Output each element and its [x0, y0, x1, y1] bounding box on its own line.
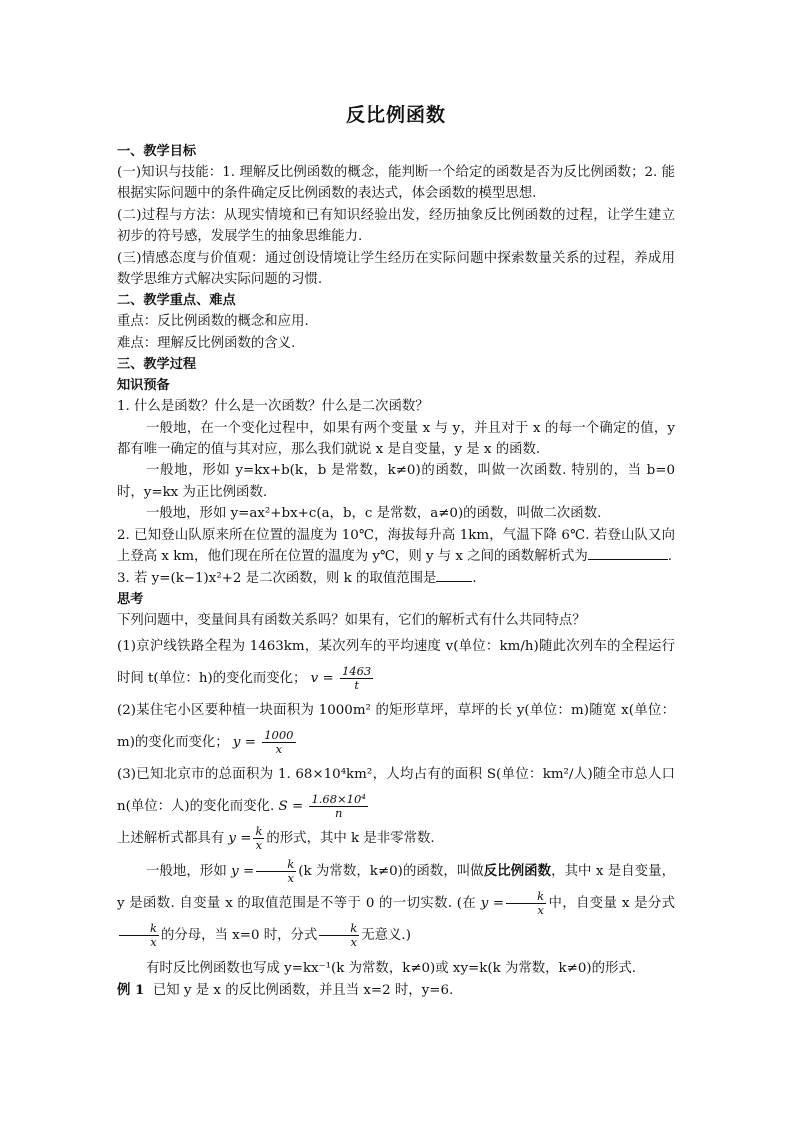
- example-1: [117, 980, 675, 1001]
- definition-text-f: 无意义.): [361, 928, 411, 944]
- definition-text-a: 一般地，形如: [146, 864, 227, 880]
- definition2-numerator: k: [506, 890, 546, 904]
- alternate-forms: 有时反比例函数也写成 y=kx⁻¹(k 为常数，k≠0)或 xy=k(k 为常数，k≠0)的形式.: [146, 961, 637, 977]
- summary-text-a: 上述解析式都具有: [117, 831, 225, 847]
- summary-denominator: x: [255, 838, 263, 853]
- answer-blank-3: [436, 569, 472, 582]
- formula-3-lhs: S =: [278, 799, 304, 815]
- paragraph-process-method: (二)过程与方法：从现实情境和已有知识经验出发，经历抽象反比例函数的过程，让学生建立初步的符号感，发展学生的抽象思维能力.: [117, 207, 675, 245]
- paragraph-attitude-values: (三)情感态度与价值观：通过创设情境让学生经历在实际问题中探索数量关系的过程，养成用数学思维方式解决实际问题的习惯.: [117, 250, 675, 288]
- question-3: 3. 若 y=(k−1)x²+2 是二次函数，则 k 的取值范围是 .: [117, 570, 477, 586]
- formula-3-numerator: 1.68×10⁴: [311, 792, 366, 807]
- formula-3-fraction: [309, 793, 368, 820]
- definition-formula-fraction: [256, 858, 296, 885]
- example-1-label: 例 1: [117, 981, 145, 998]
- thinking-summary: [117, 823, 675, 855]
- definition4-denominator: x: [350, 935, 358, 950]
- definition-term-bold: 反比例函数: [483, 863, 552, 880]
- definition-formula-lhs: y =: [231, 864, 255, 880]
- example-1-text: 已知 y 是 x 的反比例函数，并且当 x=2 时，y=6.: [152, 982, 454, 998]
- definition4-numerator: k: [319, 922, 359, 936]
- definition-formula2-fraction: [506, 890, 546, 917]
- section-heading-goals: 一、教学目标: [117, 144, 197, 159]
- thinking-item-2: [117, 695, 675, 759]
- definition2-denominator: x: [537, 903, 544, 918]
- definition-formula2-lhs: y =: [480, 896, 505, 912]
- formula-2-numerator: 1000: [264, 728, 294, 743]
- thinking-item-3: [117, 759, 675, 823]
- definition-text-d: 中，自变量 x 是分式: [548, 896, 676, 912]
- summary-formula-fraction: [253, 825, 264, 852]
- definition-numerator: k: [256, 858, 296, 872]
- formula-1-numerator: 1463: [341, 664, 372, 679]
- paragraph-key-point: 重点：反比例函数的概念和应用.: [117, 314, 309, 330]
- definition-denominator: x: [287, 871, 295, 886]
- summary-formula-lhs: y =: [228, 831, 252, 847]
- definition3-numerator: k: [119, 922, 159, 936]
- paragraph-difficult-point: 难点：理解反比例函数的含义.: [117, 335, 296, 351]
- question-2: 2. 已知登山队原来所在位置的温度为 10℃，海拔每升高 1km，气温下降 6℃. 若登山队又向上登高 x km，他们现在所在位置的温度为 y℃，则 y 与 x 之间的函数解析式为 .: [117, 527, 675, 565]
- thinking-item-1-text: (1)京沪线铁路全程为 1463km，某次列车的平均速度 v(单位：km/h)随此次列车的全程运行时间 t(单位：h)的变化而变化；: [117, 639, 675, 687]
- summary-numerator: k: [255, 824, 263, 839]
- answer-blank-2: [588, 547, 668, 560]
- formula-1-lhs: v =: [310, 671, 334, 687]
- question-2-text: 2. 已知登山队原来所在位置的温度为 10℃，海拔每升高 1km，气温下降 6℃. 若登山队又向上登高 x km，他们现在所在位置的温度为 y℃，则 y 与 x 之间的函数解析式为: [117, 527, 675, 565]
- formula-2-fraction: [262, 729, 295, 756]
- section-heading-process: 三、教学过程: [117, 357, 197, 373]
- formula-2-lhs: y =: [232, 735, 256, 751]
- paragraph-knowledge-skills: (一)知识与技能：1. 理解反比例函数的概念，能判断一个给定的函数是否为反比例函数；2. 能根据实际问题中的条件确定反比例函数的表达式，体会函数的模型思想.: [117, 165, 675, 202]
- formula-1-fraction: [340, 665, 373, 692]
- definition-text-c: ，其中 x 是自变量，y 是函数. 自变量 x 的取值范围是不等于 0 的一切实数. (在: [117, 864, 675, 912]
- inverse-proportion-definition: [117, 855, 675, 952]
- definition3-denominator: x: [150, 935, 157, 950]
- paragraph-linear-function: 一般地，形如 y=kx+b(k，b 是常数，k≠0)的函数，叫做一次函数. 特别的，当 b=0 时，y=kx 为正比例函数.: [117, 463, 675, 500]
- formula-1-denominator: t: [354, 678, 359, 693]
- page-title: 反比例函数: [345, 104, 446, 126]
- thinking-item-3-text: (3)已知北京市的总面积为 1. 68×10⁴km²，人均占有的面积 S(单位：km²/人)随全市总人口 n(单位：人)的变化而变化.: [117, 767, 675, 815]
- paragraph-quadratic-function: 一般地，形如 y=ax²+bx+c(a，b，c 是常数，a≠0)的函数，叫做二次函数.: [146, 506, 602, 522]
- definition-fraction4: [319, 922, 359, 949]
- definition-text-e: 的分母，当 x=0 时，分式: [160, 928, 318, 944]
- formula-2-denominator: x: [275, 742, 283, 757]
- subheading-thinking: 思考: [117, 591, 144, 607]
- summary-text-b: 的形式，其中 k 是非零常数.: [266, 831, 435, 847]
- thinking-item-2-text: (2)某住宅小区要种植一块面积为 1000m² 的矩形草坪，草坪的长 y(单位：m)随宽 x(单位：m)的变化而变化；: [117, 703, 675, 751]
- paragraph-function-definition: 一般地，在一个变化过程中，如果有两个变量 x 与 y，并且对于 x 的每一个确定的值，y 都有唯一确定的值与其对应，那么我们就说 x 是自变量，y 是 x 的函数.: [117, 420, 675, 458]
- question-1: 1. 什么是函数？什么是一次函数？什么是二次函数？: [117, 399, 429, 415]
- formula-3-denominator: n: [334, 806, 343, 821]
- thinking-intro: 下列问题中，变量间具有函数关系吗？如果有，它们的解析式有什么共同特点？: [117, 612, 586, 628]
- section-heading-keypoints: 二、教学重点、难点: [117, 293, 236, 309]
- question-3-text: 3. 若 y=(k−1)x²+2 是二次函数，则 k 的取值范围是: [117, 570, 437, 586]
- document-page: [117, 100, 675, 1001]
- definition-text-b: (k 为常数，k≠0)的函数，叫做: [298, 864, 484, 880]
- definition-fraction3: [119, 922, 159, 949]
- subheading-prior-knowledge: 知识预备: [117, 378, 170, 394]
- thinking-item-1: [117, 631, 675, 695]
